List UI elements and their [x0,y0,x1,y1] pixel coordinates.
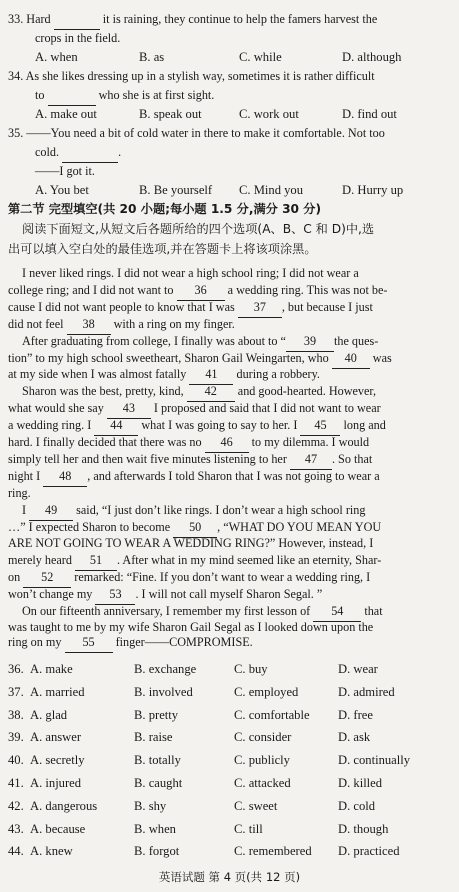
blank-36[interactable]: 36 [177,281,225,301]
q34-line2: to who she is at first sight. [35,86,214,106]
blank-44[interactable]: 44 [94,416,138,436]
option-c[interactable]: C. buy [234,662,268,676]
passage-line: at my side when I was almost fatally 41 during a robbery. [8,365,320,385]
q34-line1: 34. As she likes dressing up in a stylish way, sometimes it is rather difficult [8,69,375,83]
passage-line: …” I expected Sharon to become 50 , “WHAT DO YOU MEAN YOU [8,518,381,538]
option-c[interactable]: C. attacked [234,776,291,790]
section-instructions-2: 出可以填入空白处的最佳选项,并在答题卡上将该项涂黑。 [8,242,317,256]
question-number: 37. [8,684,24,699]
passage-line: ring on my 55 finger——COMPROMISE. [8,633,253,653]
option-b[interactable]: B. when [134,821,176,836]
option-d[interactable]: D. killed [338,776,383,790]
option-d[interactable]: D. admired [338,684,395,699]
passage-line: a wedding ring. I 44 what I was going to say to her. I 45 long and [8,416,386,436]
question-number: 42. [8,798,24,813]
blank-43[interactable]: 43 [107,399,151,419]
option-a[interactable]: A. You bet [35,183,89,197]
passage-line: simply tell her and then wait five minutes listening to her 47 . So that [8,450,372,470]
q33-options [35,48,401,67]
section-instructions-1: 阅读下面短文,从短文后各题所给的四个选项(A、B、C 和 D)中,选 [22,222,375,236]
blank-45[interactable]: 45 [300,416,340,436]
q35-line1: 35. ——You need a bit of cold water in there to make it comfortable. Not too [8,126,385,140]
answer-row-41 [8,774,458,793]
passage-line: won’t change my 53 . I will not call myself Sharon Segal. ” [8,585,322,605]
passage-line: On our fifteenth anniversary, I remember my first lesson of 54 that [22,602,383,622]
blank-46[interactable]: 46 [205,433,249,453]
question-number: 36. [8,662,24,676]
answer-row-40 [8,751,458,770]
answer-row-36 [8,660,458,679]
option-a[interactable]: A. dangerous [30,798,98,813]
answer-row-38 [8,706,458,725]
question-number: 39. [8,730,24,745]
blank-47[interactable]: 47 [290,450,332,470]
option-d[interactable]: D. wear [338,662,378,676]
question-number: 43. [8,821,24,836]
option-c[interactable]: C. comfortable [234,707,310,722]
option-c[interactable]: C. Mind you [239,183,304,197]
passage-line: I 49 said, “I just don’t like rings. I don’t wear a high school ring [22,501,365,521]
option-a[interactable]: A. secretly [30,753,85,768]
blank-50[interactable]: 50 [173,518,217,538]
blank-38[interactable]: 38 [67,315,111,335]
option-b[interactable]: B. shy [134,798,167,813]
section-title: 第二节 完型填空(共 20 小题;每小题 1.5 分,满分 30 分) [8,202,322,216]
answer-blank[interactable] [48,86,96,106]
option-d[interactable]: D. practiced [338,844,400,859]
blank-37[interactable]: 37 [238,298,282,318]
option-c[interactable]: C. remembered [234,844,312,859]
option-b[interactable]: B. raise [134,730,173,745]
option-b[interactable]: B. as [139,50,165,64]
blank-41[interactable]: 41 [189,365,233,385]
option-c[interactable]: C. employed [234,684,299,699]
option-c[interactable]: C. sweet [234,798,278,813]
option-b[interactable]: B. exchange [134,662,197,676]
passage-line: night I 48 , and afterwards I told Sharon that I was not going to wear a [8,467,380,487]
passage-line: Sharon was the best, pretty, kind, 42 and good-hearted. However, [22,382,376,402]
blank-42[interactable]: 42 [187,382,235,402]
q35-line3: ——I got it. [35,164,95,178]
question-number: 40. [8,753,24,768]
option-a[interactable]: A. because [30,821,86,836]
answer-row-42 [8,797,458,816]
option-c[interactable]: C. work out [239,107,299,121]
option-d[interactable]: D. find out [342,107,397,121]
option-c[interactable]: C. till [234,821,263,836]
passage-line: cause I did not want people to know that I was 37 , but because I just [8,298,373,318]
passage-line: was taught to me by my wife Sharon Gail Segal as I looked down upon the [8,619,374,634]
option-c[interactable]: C. while [239,50,282,64]
option-c[interactable]: C. publicly [234,753,290,768]
q33-line1: 33. Hard it is raining, they continue to help the famers harvest the [8,10,377,30]
passage-line: I never liked rings. I did not wear a high school ring; I did not wear a [22,266,359,280]
option-d[interactable]: D. though [338,821,389,836]
blank-54[interactable]: 54 [313,602,361,622]
option-a[interactable]: A. make out [35,107,97,121]
option-d[interactable]: D. Hurry up [342,183,404,197]
option-b[interactable]: B. totally [134,753,181,768]
blank-40[interactable]: 40 [332,349,370,369]
option-a[interactable]: A. when [35,50,78,64]
option-d[interactable]: D. free [338,707,373,722]
option-a[interactable]: A. injured [30,776,82,790]
answer-row-37 [8,683,458,702]
passage-line: After graduating from college, I finally was about to “ 39 the ques- [22,332,378,352]
passage-line: hard. I finally decided that there was no 46 to my dilemma. I would [8,433,369,453]
passage-line: ARE NOT GOING TO WEAR A WEDDING RING?” However, instead, I [8,536,374,551]
passage-line: on 52 remarked: “Fine. If you don’t want to wear a wedding ring, I [8,568,370,588]
option-d[interactable]: D. cold [338,798,376,813]
q33-line2: crops in the field. [35,31,121,45]
passage-line: merely heard 51 . After what in my mind seemed like an eternity, Shar- [8,551,381,571]
question-number: 33. [8,12,24,26]
question-number: 44. [8,844,24,859]
option-b[interactable]: B. caught [134,776,183,790]
option-b[interactable]: B. Be yourself [139,183,213,197]
option-d[interactable]: D. although [342,50,402,64]
question-number: 41. [8,776,24,790]
blank-53[interactable]: 53 [95,585,135,605]
blank-49[interactable]: 49 [29,501,73,521]
option-d[interactable]: D. ask [338,730,371,745]
option-a[interactable]: A. married [30,684,85,699]
answer-blank[interactable] [62,143,118,163]
option-b[interactable]: B. speak out [139,107,202,121]
option-a[interactable]: A. answer [30,730,82,745]
q34-options [35,105,397,124]
option-b[interactable]: B. forgot [134,844,180,859]
answer-blank[interactable] [54,10,100,30]
answer-row-39 [8,728,458,747]
blank-52[interactable]: 52 [23,568,71,588]
answer-row-44 [8,842,458,861]
answer-row-43 [8,820,458,839]
option-b[interactable]: B. involved [134,684,193,699]
option-a[interactable]: A. make [30,662,73,676]
option-c[interactable]: C. consider [234,730,292,745]
blank-55[interactable]: 55 [65,633,113,653]
passage-line: college ring; and I did not want to 36 a wedding ring. This was not be- [8,281,388,301]
q35-line2: cold. . [35,143,121,163]
option-d[interactable]: D. continually [338,753,411,768]
passage-line: what would she say 43 I proposed and said that I did not want to wear [8,399,381,419]
passage-line: ring. [8,485,31,500]
blank-39[interactable]: 39 [286,332,334,352]
option-a[interactable]: A. knew [30,844,73,859]
passage-line: tion” to my high school sweetheart, Sharon Gail Weingarten, who 40 was [8,349,392,369]
page-footer: 英语试题 第 4 页(共 12 页) [158,870,301,884]
option-b[interactable]: B. pretty [134,707,179,722]
passage-line: did not feel 38 with a ring on my finger. [8,315,235,335]
question-number: 38. [8,707,24,722]
q35-options [35,181,403,200]
option-a[interactable]: A. glad [30,707,68,722]
blank-48[interactable]: 48 [43,467,87,487]
blank-51[interactable]: 51 [75,551,117,571]
